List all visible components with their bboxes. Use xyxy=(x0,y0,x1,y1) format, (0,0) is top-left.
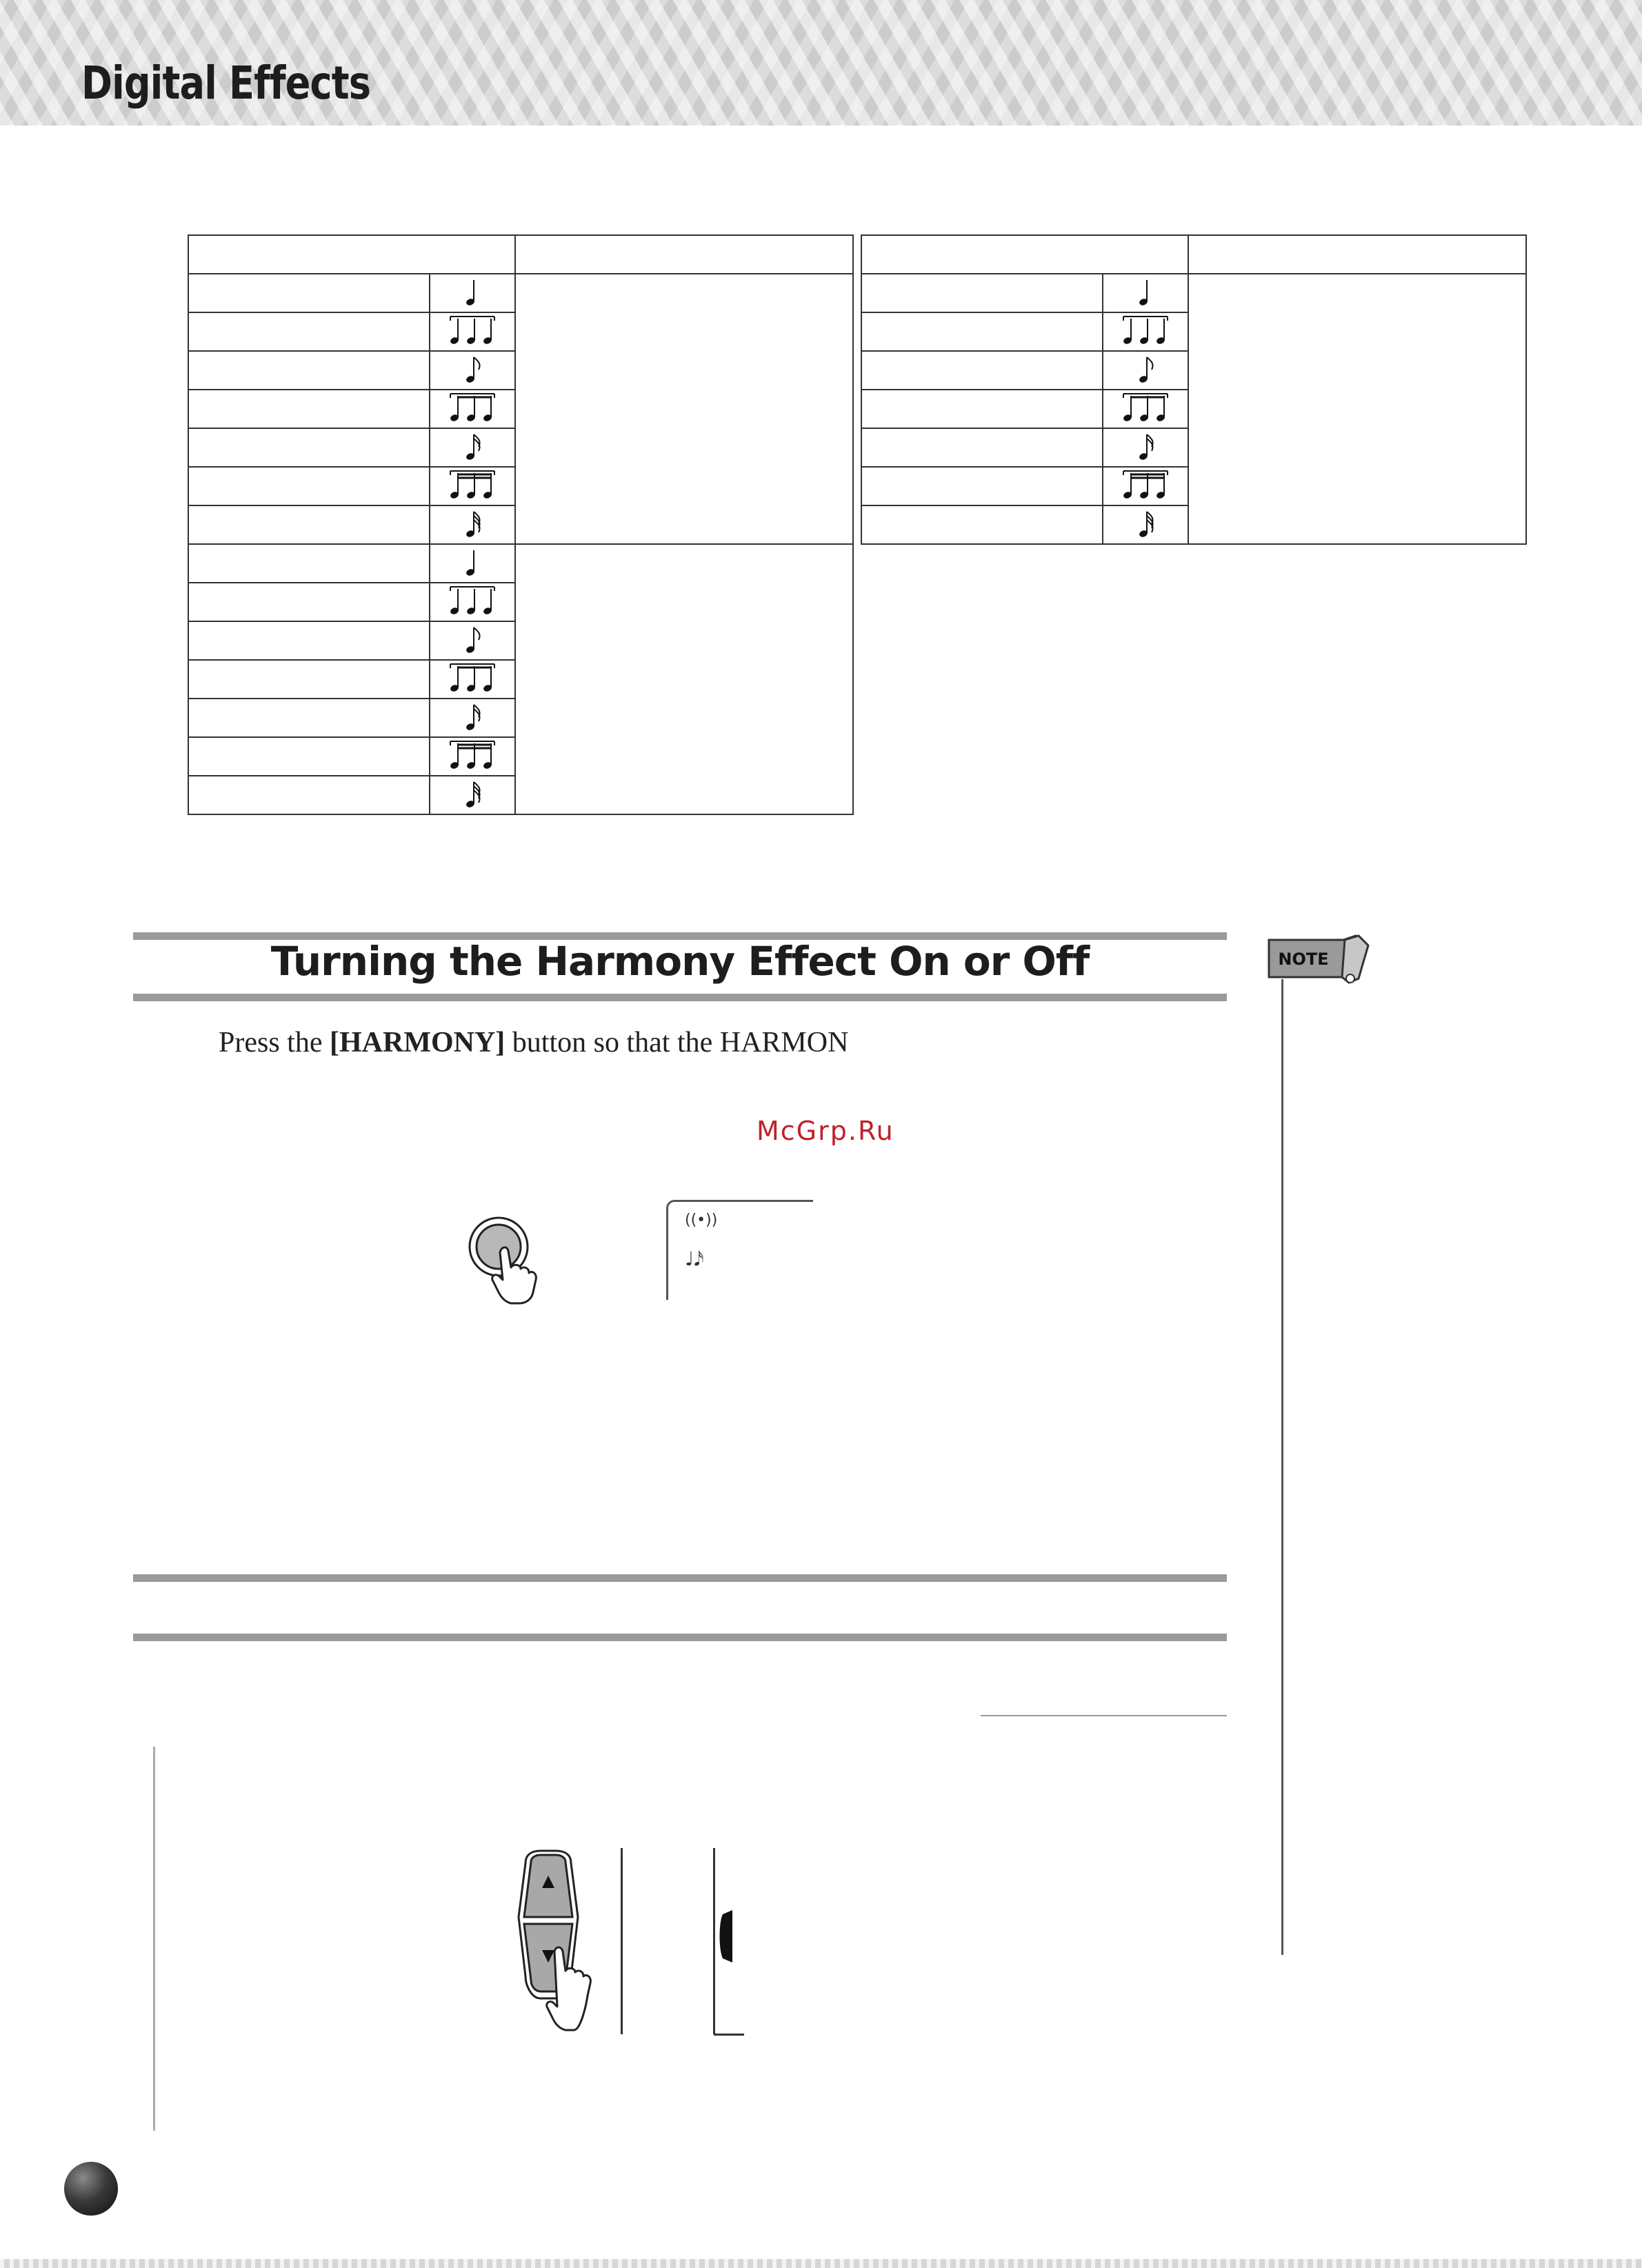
name-cell xyxy=(861,505,1103,544)
sixteenth-triplet-icon xyxy=(448,739,497,771)
note-sidebar-line xyxy=(1281,979,1283,1955)
thin-rule xyxy=(981,1715,1227,1716)
note-value-cell xyxy=(430,505,515,544)
table-header-row xyxy=(861,235,1526,274)
name-cell xyxy=(188,544,430,583)
header-cell xyxy=(861,235,1188,274)
thirty-second-note-icon xyxy=(463,508,481,539)
note-value-cell xyxy=(430,428,515,467)
note-value-cell xyxy=(1103,351,1188,390)
note-value-cell xyxy=(430,776,515,814)
name-cell xyxy=(861,390,1103,428)
name-cell xyxy=(188,274,430,312)
lcd-display xyxy=(666,1200,813,1300)
group-cell xyxy=(1188,274,1526,544)
note-value-cell xyxy=(430,660,515,699)
note-value-cell xyxy=(1103,390,1188,428)
group-cell xyxy=(515,274,853,544)
section-body-text xyxy=(219,1026,848,1059)
name-cell xyxy=(188,621,430,660)
note-value-cell xyxy=(430,583,515,621)
harmony-button-icon[interactable] xyxy=(465,1214,562,1310)
harmony-button-label: [HARMONY] xyxy=(330,1027,505,1058)
note-value-cell xyxy=(1103,274,1188,312)
section2-bottom-rule xyxy=(133,1634,1227,1641)
body-prefix: Press the xyxy=(219,1027,330,1058)
note-value-cell xyxy=(430,351,515,390)
section2-top-rule xyxy=(133,1574,1227,1582)
note-value-cell xyxy=(1103,428,1188,467)
harmony-indicator-icon: ♩𝅘𝅥𝅯 xyxy=(685,1247,704,1270)
note-value-cell xyxy=(430,312,515,351)
step-line xyxy=(153,1747,155,2131)
name-cell xyxy=(188,699,430,737)
name-cell xyxy=(188,583,430,621)
name-cell xyxy=(188,505,430,544)
body-suffix: button so that the HARMON xyxy=(505,1027,849,1058)
header-cell xyxy=(188,235,515,274)
eighth-triplet-icon xyxy=(448,662,497,694)
name-cell xyxy=(861,351,1103,390)
note-value-cell xyxy=(430,699,515,737)
table-header-row xyxy=(188,235,853,274)
name-cell xyxy=(188,467,430,505)
quarter-note-icon xyxy=(463,276,481,308)
thirty-second-note-icon xyxy=(463,778,481,810)
table-row xyxy=(861,274,1526,312)
lcd-pointer-icon xyxy=(717,1909,735,1964)
note-value-cell xyxy=(430,621,515,660)
table-row xyxy=(188,274,853,312)
note-table-left xyxy=(188,234,854,815)
name-cell xyxy=(861,428,1103,467)
footer-band xyxy=(0,2259,1642,2268)
quarter-triplet-icon xyxy=(448,585,497,616)
sixteenth-triplet-icon xyxy=(448,469,497,501)
watermark: McGrp.Ru xyxy=(757,1116,894,1146)
sixteenth-triplet-icon xyxy=(1121,469,1170,501)
reverb-indicator-icon: ((•)) xyxy=(685,1212,718,1229)
lcd2-left-edge xyxy=(713,1848,715,2034)
quarter-note-icon xyxy=(463,546,481,578)
note-value-cell xyxy=(430,467,515,505)
button-panel-divider xyxy=(621,1848,623,2034)
quarter-triplet-icon xyxy=(448,314,497,346)
name-cell xyxy=(188,776,430,814)
up-down-buttons xyxy=(517,1848,621,2034)
name-cell xyxy=(861,467,1103,505)
note-value-cell xyxy=(430,737,515,776)
header-cell xyxy=(515,235,853,274)
section-bottom-rule xyxy=(133,994,1227,1001)
name-cell xyxy=(188,390,430,428)
up-button[interactable] xyxy=(524,1855,572,1917)
sixteenth-note-icon xyxy=(463,430,481,462)
name-cell xyxy=(188,351,430,390)
name-cell xyxy=(188,428,430,467)
note-table-right xyxy=(861,234,1527,545)
note-value-cell xyxy=(430,274,515,312)
eighth-note-icon xyxy=(463,623,481,655)
sixteenth-note-icon xyxy=(463,701,481,732)
quarter-triplet-icon xyxy=(1121,314,1170,346)
note-value-cell xyxy=(1103,312,1188,351)
table-row xyxy=(188,544,853,583)
header-cell xyxy=(1188,235,1526,274)
name-cell xyxy=(861,312,1103,351)
quarter-note-icon xyxy=(1137,276,1154,308)
note-value-cell xyxy=(1103,467,1188,505)
thirty-second-note-icon xyxy=(1137,508,1154,539)
page-title: Digital Effects xyxy=(81,57,371,110)
note-value-cell xyxy=(430,390,515,428)
group-cell xyxy=(515,544,853,814)
eighth-triplet-icon xyxy=(448,392,497,423)
note-value-cell xyxy=(1103,505,1188,544)
section-title: Turning the Harmony Effect On or Off xyxy=(270,938,1090,985)
name-cell xyxy=(188,312,430,351)
note-tab-label: NOTE xyxy=(1278,950,1329,969)
name-cell xyxy=(188,737,430,776)
eighth-note-icon xyxy=(463,353,481,385)
sixteenth-note-icon xyxy=(1137,430,1154,462)
eighth-note-icon xyxy=(1137,353,1154,385)
note-value-cell xyxy=(430,544,515,583)
name-cell xyxy=(861,274,1103,312)
page-number-dot xyxy=(64,2162,118,2216)
lcd2-bottom-edge xyxy=(714,2034,744,2036)
name-cell xyxy=(188,660,430,699)
eighth-triplet-icon xyxy=(1121,392,1170,423)
